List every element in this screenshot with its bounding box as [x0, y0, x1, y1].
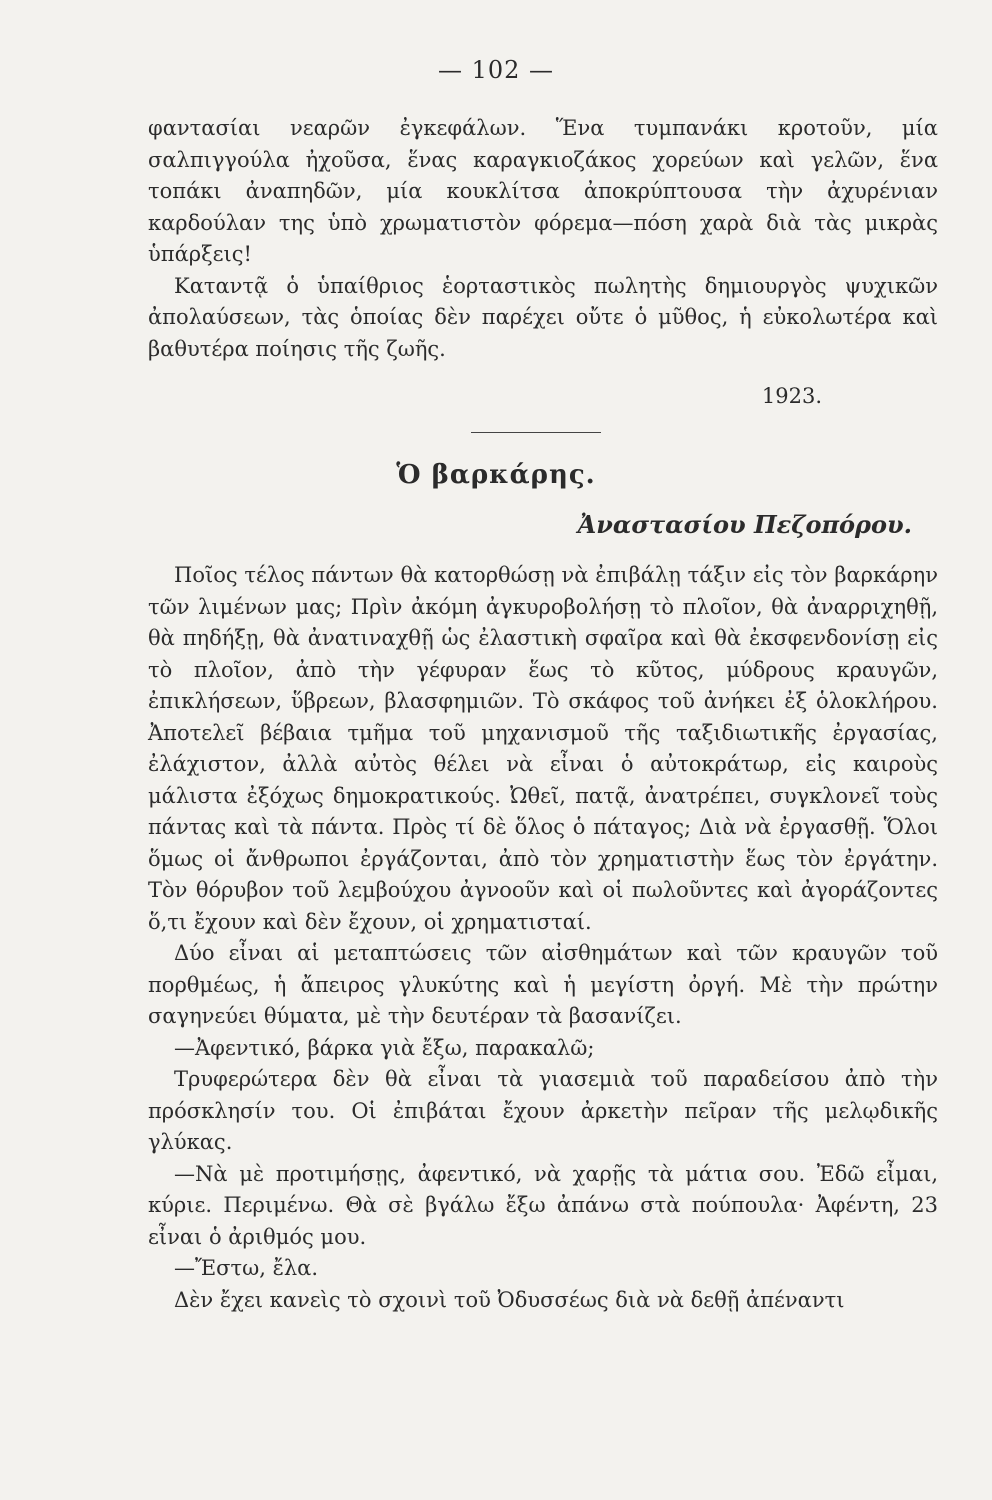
- author-byline: Ἀναστασίου Πεζοπόρου.: [577, 510, 912, 539]
- section-body: [148, 560, 938, 1316]
- intro-text: [148, 113, 938, 365]
- dialogue-line: —Ἔστω, ἔλα.: [174, 1256, 319, 1280]
- body-paragraph: Ποῖος τέλος πάντων θὰ κατορθώσῃ νὰ ἐπιβάλῃ τάξιν εἰς τὸν βαρκάρην τῶν λιμένων μας; Πρὶν ἀκόμη ἀγκυροβολήσῃ τὸ πλοῖον, θὰ ἀναρριχηθῇ, θὰ πηδήξῃ, θὰ ἀνατιναχθῇ ὡς ἐλαστικὴ σφαῖρα καὶ θὰ ἐκσφενδονίσῃ εἰς τὸ πλοῖον, ἀπὸ τὴν γέφυραν ἕως τὸ κῦτος, μύδρους κραυγῶν, ἐπικλήσεων, ὕβρεων, βλασφημιῶν. Τὸ σκάφος τοῦ ἀνήκει ἐξ ὁλοκλήρου. Ἀποτελεῖ βέβαια τμῆμα τοῦ μηχανισμοῦ τῆς ταξιδιωτικῆς ἐργασίας, ἐλάχιστον, ἀλλὰ αὐτὸς θέλει νὰ εἶναι ὁ αὐτοκράτωρ, εἰς καιροὺς μάλιστα ἐξόχως δημοκρατικούς. Ὠθεῖ, πατᾷ, ἀνατρέπει, συγκλονεῖ τοὺς πάντας καὶ τὰ πάντα. Πρὸς τί δὲ ὅλος ὁ πάταγος; Διὰ νὰ ἐργασθῇ. Ὅλοι ὅμως οἱ ἄνθρωποι ἐργάζονται, ἀπὸ τὸν χρηματιστὴν ἕως τὸν ἐργάτην. Τὸν θόρυβον τοῦ λεμβούχου ἀγνοοῦν καὶ οἱ πωλοῦντες καὶ ἀγοράζοντες ὅ,τι ἔχουν καὶ δὲν ἔχουν, οἱ χρηματισταί.: [148, 563, 938, 934]
- body-paragraph: Δὲν ἔχει κανεὶς τὸ σχοινὶ τοῦ Ὀδυσσέως διὰ νὰ δεθῇ ἀπέναντι: [174, 1287, 845, 1312]
- intro-paragraph: Καταντᾷ ὁ ὑπαίθριος ἑορταστικὸς πωλητὴς δημιουργὸς ψυχικῶν ἀπολαύσεων, τὰς ὁποίας δὲν παρέχει οὔτε ὁ μῦθος, ἡ εὐκολωτέρα καὶ βαθυτέρα ποίησις τῆς ζωῆς.: [148, 273, 938, 361]
- body-paragraph: Τρυφερώτερα δὲν θὰ εἶναι τὰ γιασεμιὰ τοῦ παραδείσου ἀπὸ τὴν πρόσκλησίν του. Οἱ ἐπιβάται ἔχουν ἀρκετὴν πεῖραν τῆς μελῳδικῆς γλύκας.: [148, 1067, 938, 1154]
- dialogue-line: —Νὰ μὲ προτιμήσῃς, ἀφεντικό, νὰ χαρῇς τὰ μάτια σου. Ἐδῶ εἶμαι, κύριε. Περιμένω. Θὰ σὲ βγάλω ἔξω ἀπάνω στὰ πούπουλα· Ἀφέντη, 23 εἶναι ὁ ἀριθμός μου.: [148, 1161, 938, 1249]
- body-paragraph: Δύο εἶναι αἱ μεταπτώσεις τῶν αἰσθημάτων καὶ τῶν κραυγῶν τοῦ πορθμέως, ἡ ἄπειρος γλυκύτης καὶ ἡ μεγίστη ὀργή. Μὲ τὴν πρώτην σαγηνεύει θύματα, μὲ τὴν δευτέραν τὰ βασανίζει.: [148, 941, 938, 1028]
- section-divider: [471, 432, 601, 433]
- page-number: — 102 —: [437, 56, 555, 84]
- date-year: 1923.: [761, 384, 822, 408]
- dialogue-line: —Ἀφεντικό, βάρκα γιὰ ἔξω, παρακαλῶ;: [174, 1035, 595, 1060]
- intro-paragraph: φαντασίαι νεαρῶν ἐγκεφάλων. Ἕνα τυμπανάκι κροτοῦν, μία σαλπιγγούλα ἠχοῦσα, ἕνας καραγκιοζάκος χορεύων καὶ γελῶν, ἕνα τοπάκι ἀναπηδῶν, μία κουκλίτσα ἀποκρύπτουσα τὴν ἀχυρένιαν καρδούλαν της ὑπὸ χρωματιστὸν φόρεμα—πόση χαρὰ διὰ τὰς μικρὰς ὑπάρξεις!: [148, 116, 938, 266]
- section-title: Ὁ βαρκάρης.: [396, 460, 596, 490]
